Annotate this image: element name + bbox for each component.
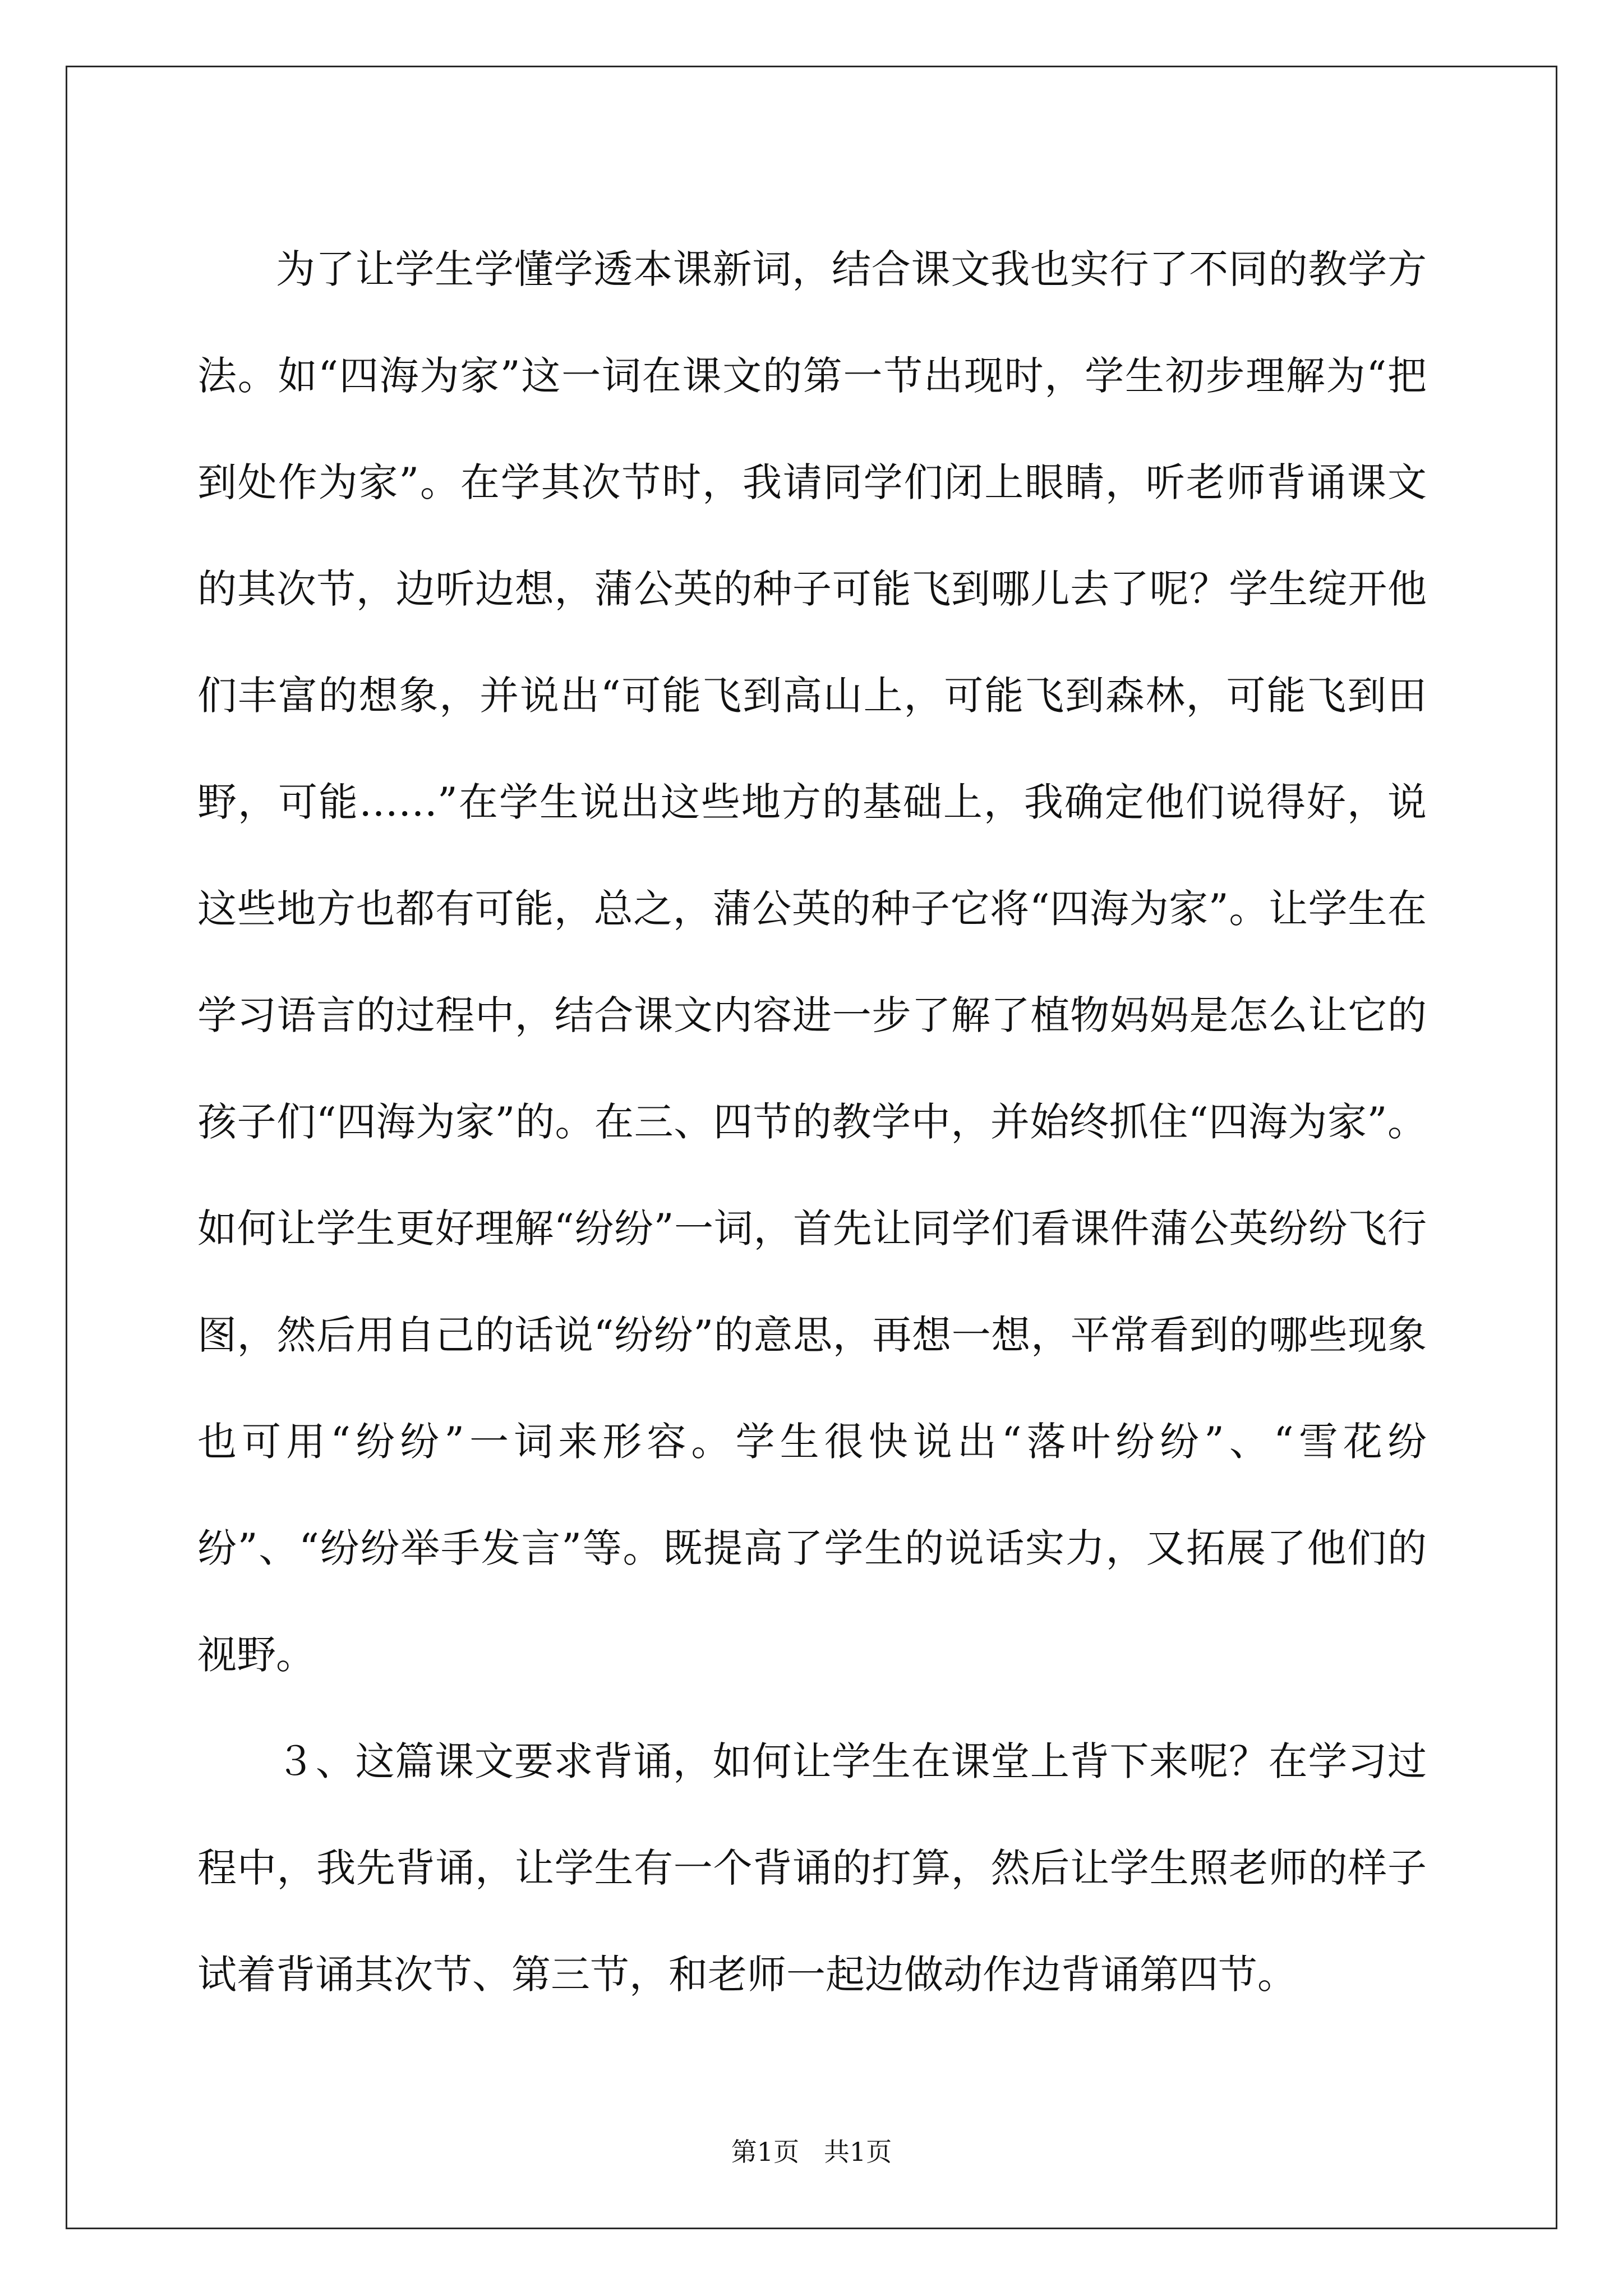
paragraph: ３、这篇课文要求背诵，如何让学生在课堂上背下来呢？在学习过程中，我先背诵，让学生有一个背诵的打算，然后让学生照老师的样子试着背诵其次节、第三节，和老师一起边做动作边背诵第四节。 [197, 1738, 1427, 1998]
paragraph: 为了让学生学懂学透本课新词，结合课文我也实行了不同的教学方法。如“四海为家”这一词在课文的第一节出现时，学生初步理解为“把到处作为家”。在学其次节时，我请同学们闭上眼睛，听老师背诵课文的其次节，边听边想，蒲公英的种子可能飞到哪儿去了呢？学生绽开他们丰富的想象，并说出“可能飞到高山上，可能飞到森林，可能飞到田野，可能……”在学生说出这些地方的基础上，我确定他们说得好，说这些地方也都有可能，总之，蒲公英的种子它将“四海为家”。让学生在学习语言的过程中，结合课文内容进一步了解了植物妈妈是怎么让它的孩子们“四海为家”的。在三、四节的教学中，并始终抓住“四海为家”。如何让学生更好理解“纷纷”一词，首先让同学们看课件蒲公英纷纷飞行图，然后用自己的话说“纷纷”的意思，再想一想，平常看到的哪些现象也可用“纷纷”一词来形容。学生很快说出“落叶纷纷”、“雪花纷纷”、“纷纷举手发言”等。既提高了学生的说话实力，又拓展了他们的视野。 [197, 246, 1427, 1678]
document-body [197, 216, 1427, 2028]
page-number-footer: 第1页 共1页 [731, 2137, 892, 2167]
